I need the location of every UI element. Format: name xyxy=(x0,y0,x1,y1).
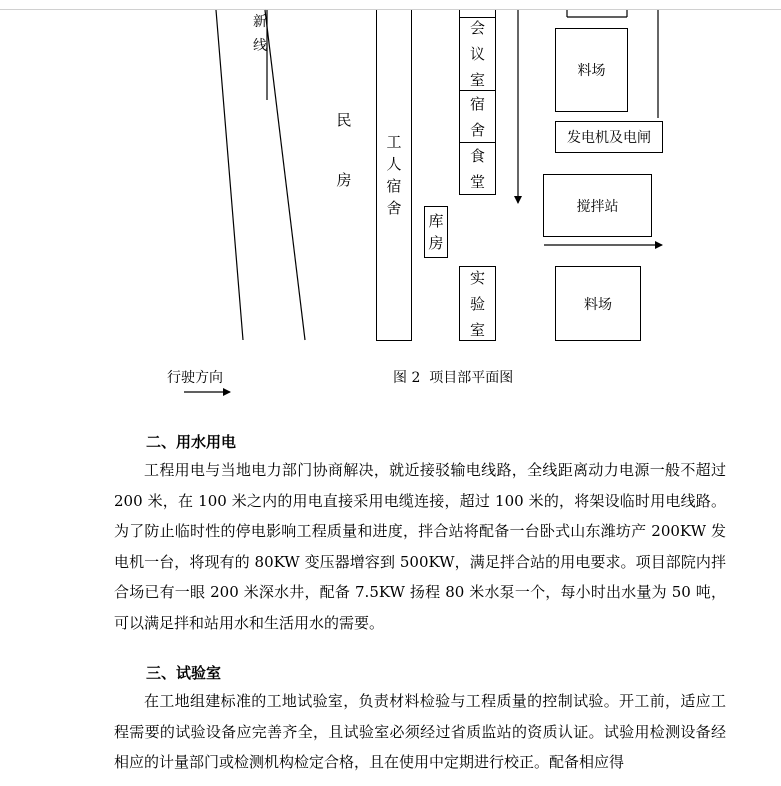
laboratory: 实 验 室 xyxy=(459,266,496,341)
road-edge-right xyxy=(265,10,305,340)
paragraph-text: 工程用电与当地电力部门协商解决，就近接驳输电线路，全线距离动力电源一般不超过 200 米，在 100 米之内的用电直接采用电缆连接，超过 100 米的，将架设临时用电线路。为了防止临时性的停电影响工程质量和进度，拌合站将配备一台卧式山东潍坊产 200KW 发电机一台，将现有的 80KW 变压器增容到 500KW，满足拌合站的用电要求。项目部院内拌合场已有一眼 200 米深水井，配备 7.5KW 扬程 80 米水泵一个，每小时出水量为 50 吨，可以满足拌和站用水和生活用水的需要。 xyxy=(114,461,726,632)
workers-dormitory: 工 人 宿 舍 xyxy=(376,10,412,341)
driving-direction-label: 行驶方向 xyxy=(167,370,223,386)
material-yard-bottom: 料场 xyxy=(555,266,641,341)
figure-caption: 图 2 项目部平面图 xyxy=(393,370,514,386)
new-line-char: 新 xyxy=(253,14,267,30)
section-heading-water-power: 二、用水用电 xyxy=(146,433,237,451)
water-power-paragraph xyxy=(114,455,726,638)
new-line-label xyxy=(250,10,270,58)
new-line-char: 线 xyxy=(253,38,267,54)
paragraph-text: 在工地组建标准的工地试验室，负责材料检验与工程质量的控制试验。开工前，适应工程需要的试验设备应完善齐全，且试验室必须经过省质监站的资质认证。试验用检测设备经相应的计量部门或检测机构检定合格，且在使用中定期进行校正。配备相应得 xyxy=(114,692,726,771)
section-heading-laboratory: 三、试验室 xyxy=(146,664,222,682)
residential-char: 民 xyxy=(336,111,352,129)
warehouse: 库 房 xyxy=(424,206,448,258)
road-edge-left xyxy=(216,10,243,340)
dormitory: 宿 舍 xyxy=(459,90,496,143)
residential-label xyxy=(336,90,352,210)
mixing-station: 搅拌站 xyxy=(543,174,652,237)
material-yard-top: 料场 xyxy=(555,28,628,112)
residential-char: 房 xyxy=(336,171,352,189)
canteen: 食 堂 xyxy=(459,142,496,195)
laboratory-paragraph xyxy=(114,686,726,778)
meeting-room: 会 议 室 xyxy=(459,17,496,91)
generator-and-switch: 发电机及电闸 xyxy=(555,121,663,153)
